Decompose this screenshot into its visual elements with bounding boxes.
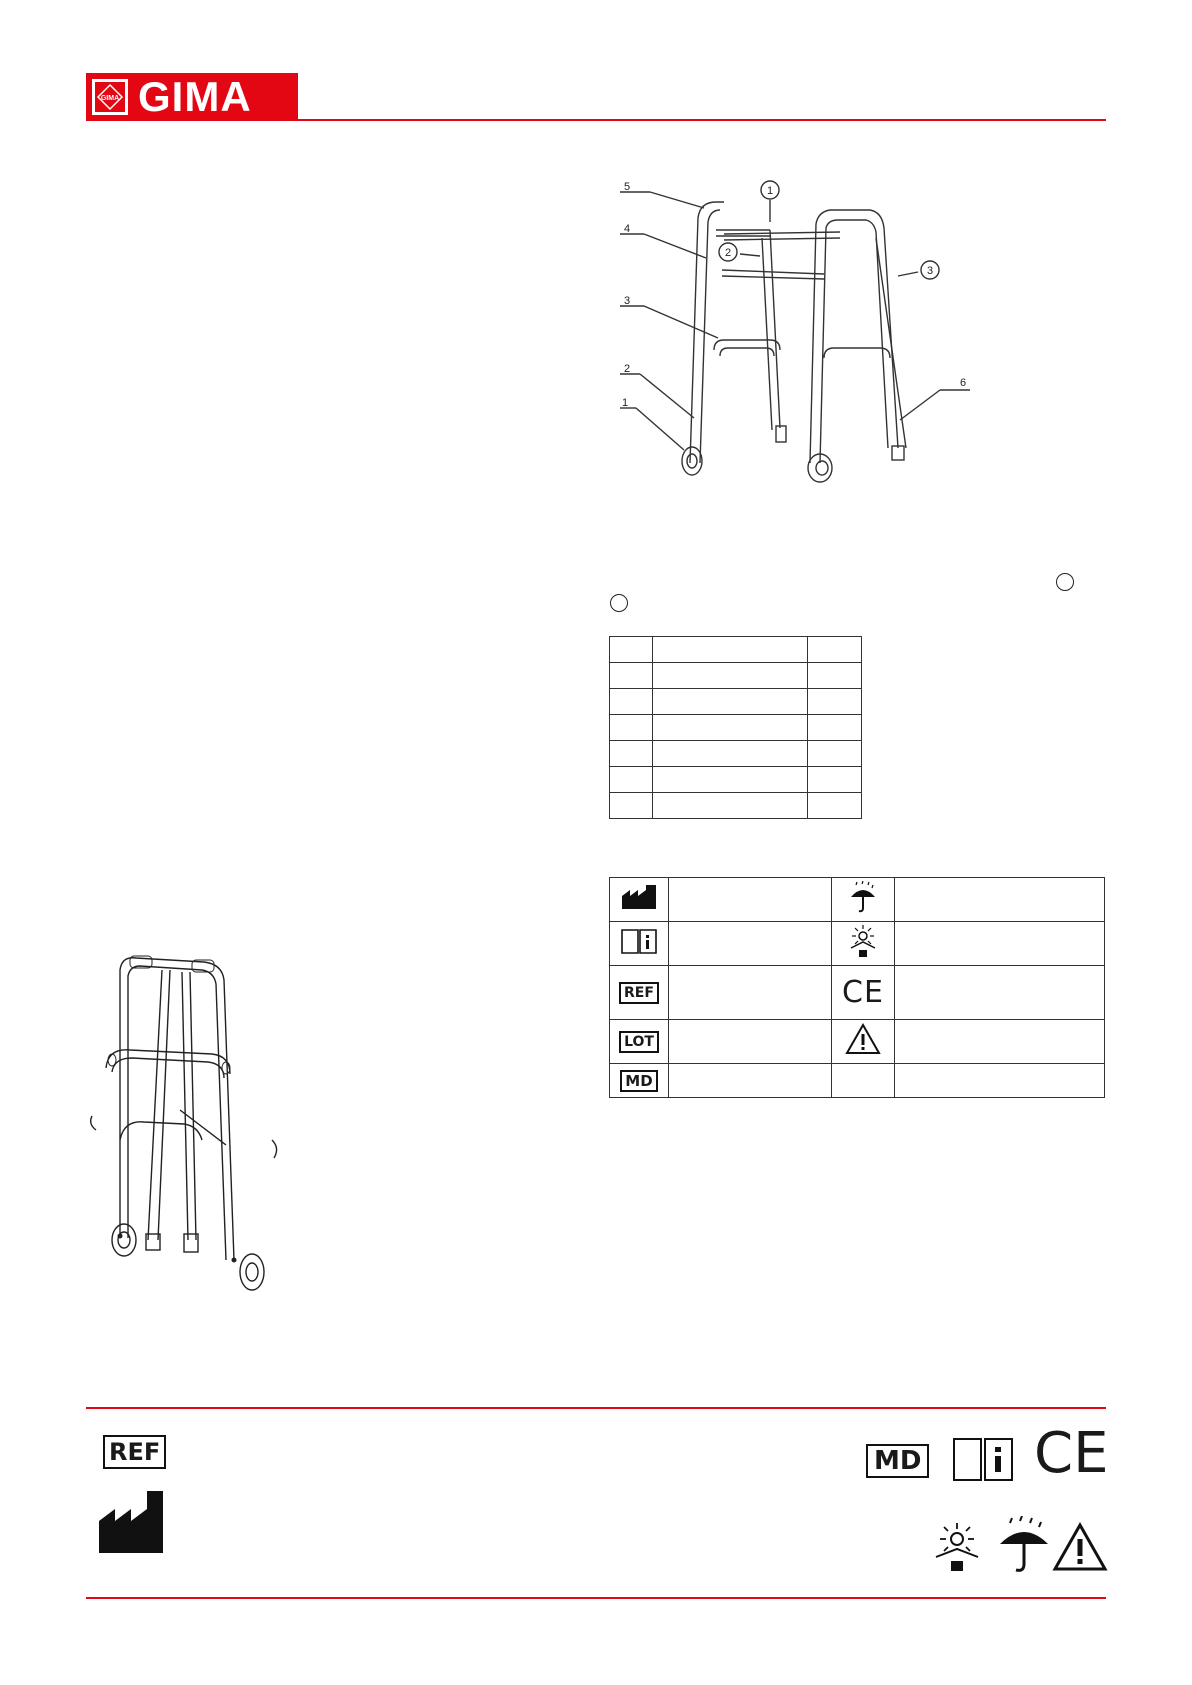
step-number-3: 3: [926, 265, 934, 277]
footer-manufacturer-icon: [99, 1491, 163, 1553]
footer-keep-away-sunlight-icon: [928, 1521, 986, 1573]
brand-name: GIMA: [138, 72, 252, 120]
footer-caution-icon: [1052, 1522, 1108, 1572]
md-symbol: MD: [620, 1070, 657, 1092]
footer-bottom-rule: [86, 1597, 1106, 1599]
walker-parts-diagram: [620, 178, 980, 498]
caution-icon: [845, 1023, 881, 1055]
parts-table: [609, 636, 862, 819]
part-number-4: 4: [624, 223, 631, 235]
part-number-6: 6: [960, 377, 967, 389]
gima-logo: [86, 73, 298, 120]
footer-top-rule: [86, 1407, 1106, 1409]
keep-dry-icon: [848, 881, 878, 913]
symbols-table: [609, 877, 1105, 1098]
footer-ref-symbol: REF: [103, 1435, 166, 1469]
part-number-5: 5: [624, 181, 631, 193]
consult-instructions-icon: [620, 927, 658, 955]
lot-symbol: LOT: [619, 1031, 659, 1053]
step-number-1: 1: [766, 185, 774, 197]
gima-emblem-icon: [90, 77, 130, 117]
svg-text:GIMA: GIMA: [100, 94, 120, 102]
footer-consult-instructions-icon: [952, 1436, 1014, 1482]
footer-md-symbol: MD: [866, 1444, 929, 1478]
footer-ce-mark: CE: [1034, 1421, 1109, 1486]
header-rule: [86, 119, 1106, 121]
inline-circle-marker: [610, 594, 628, 612]
manufacturer-icon: [621, 884, 657, 910]
ce-mark: CE: [842, 975, 884, 1010]
part-number-2: 2: [624, 363, 631, 375]
step-number-2: 2: [724, 247, 732, 259]
inline-circle-marker: [1056, 573, 1074, 591]
keep-away-sunlight-icon: [846, 924, 880, 958]
part-number-3: 3: [624, 295, 631, 307]
footer-keep-dry-icon: [998, 1516, 1050, 1574]
folded-walker-illustration: [84, 950, 284, 1295]
part-number-1: 1: [622, 397, 629, 409]
ref-symbol: REF: [619, 982, 659, 1004]
